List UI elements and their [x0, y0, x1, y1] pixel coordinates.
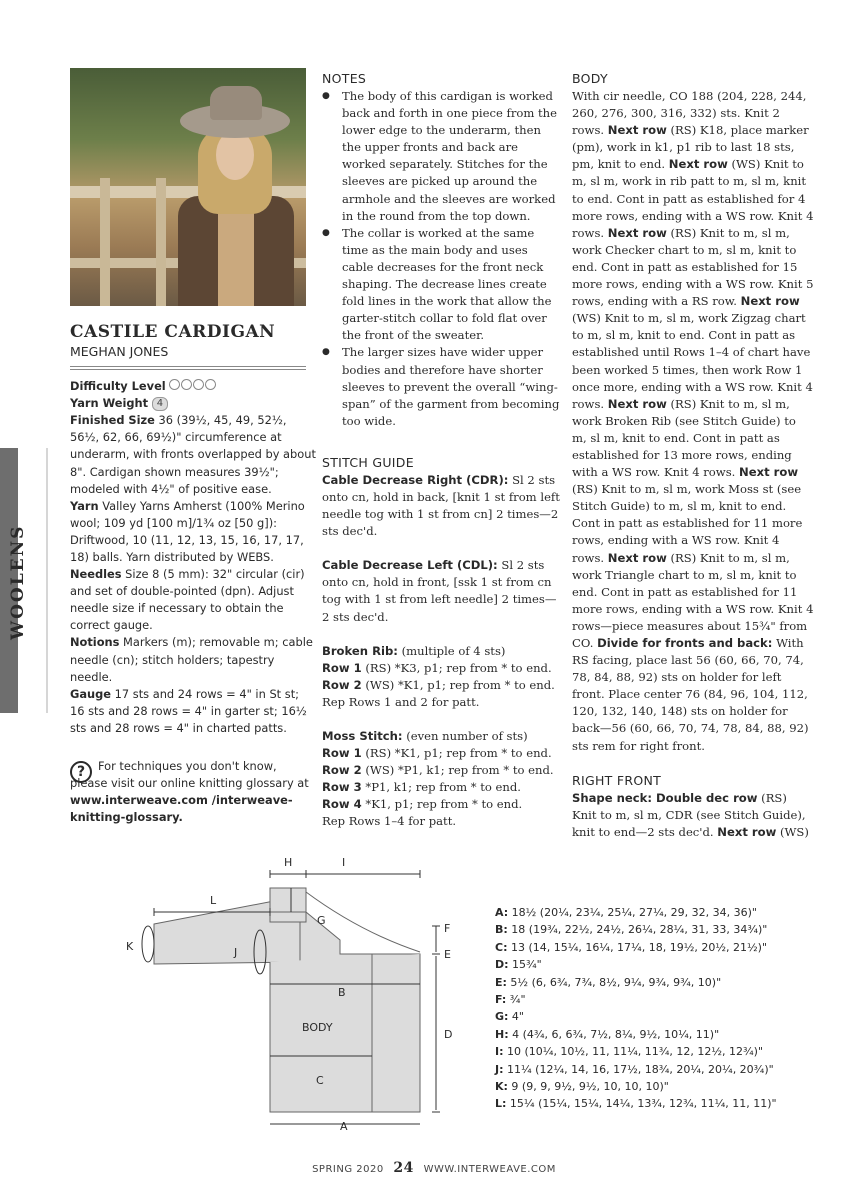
measurement-row: E: 5½ (6, 6¾, 7¾, 8½, 9¼, 9¾, 9¾, 10)": [495, 975, 722, 989]
moss-stitch-row: Row 2 (WS) *P1, k1; rep from * to end.: [322, 763, 554, 778]
right-front-heading: RIGHT FRONT: [572, 772, 662, 788]
cdr-definition: Cable Decrease Right (CDR): Sl 2 sts onto cn, hold in back, [knit 1 st from left needle tog with 1 st from cn] 2 times—2 sts dec'd.: [322, 472, 560, 539]
schematic-letter: A: [340, 1120, 348, 1133]
schematic-letter: L: [210, 894, 217, 907]
designer-name: MEGHAN JONES: [70, 344, 169, 359]
glossary-link[interactable]: www.interweave.com /interweave-knitting-glossary.: [70, 793, 293, 825]
schematic-letter: E: [444, 948, 451, 961]
schematic-letter: G: [317, 914, 326, 927]
body-heading: BODY: [572, 71, 608, 86]
schematic-letter: K: [126, 940, 134, 953]
site-url[interactable]: WWW.INTERWEAVE.COM: [423, 1164, 556, 1175]
broken-rib-row: Row 1 (RS) *K3, p1; rep from * to end.: [322, 660, 552, 675]
page-number: 24: [393, 1160, 414, 1176]
measurement-row: I: 10 (10¼, 10½, 11, 11¼, 11¾, 12, 12½, 12¾)": [495, 1045, 764, 1059]
notes-heading: NOTES: [322, 71, 367, 86]
schematic-letter: I: [342, 856, 346, 869]
measurement-row: D: 15¾": [495, 958, 542, 972]
schematic-measurements: [495, 904, 777, 1113]
question-mark-circle-icon: ?: [70, 761, 92, 783]
yarn-weight-badge: 4: [152, 397, 168, 411]
schematic-letter: H: [284, 856, 293, 869]
right-front-paragraph: Shape neck: Double dec row (RS) Knit to m, sl m, CDR (see Stitch Guide), knit to end—2 sts dec'd. Next row (WS): [572, 790, 809, 839]
measurement-row: F: ¾": [495, 993, 526, 1007]
yarn-weight-row: Yarn Weight 4: [70, 395, 316, 412]
moss-stitch-row: Row 4 *K1, p1; rep from * to end.: [322, 797, 523, 812]
broken-rib-row: Row 2 (WS) *K1, p1; rep from * to end.: [322, 677, 555, 692]
schematic-letter: C: [316, 1074, 324, 1087]
note-item: ● The larger sizes have wider upper bodies and therefore have shorter sleeves to prevent the overall “wing-span” of the garment from becoming too wide.: [322, 344, 562, 429]
model-photo: [70, 68, 306, 306]
moss-stitch-row: Row 3 *P1, k1; rep from * to end.: [322, 780, 521, 795]
yarn-info: Yarn Valley Yarns Amherst (100% Merino wool; 109 yd [100 m]/1¾ oz [50 g]): Driftwood, 10 (11, 12, 13, 15, 16, 17, 17, 18) balls. Yarn distributed by WEBS.: [70, 498, 305, 564]
finished-size: Finished Size 36 (39½, 45, 49, 52½, 56½, 62, 66, 69½)" circumference at underarm, with fronts overlapped by about 8". Cardigan shown measures 39½"; modeled with 4½" of positive ease.: [70, 413, 316, 496]
notions-info: Notions Markers (m); removable m; cable needle (cn); stitch holders; tapestry needle.: [70, 635, 313, 684]
moss-stitch-repeat: Rep Rows 1–4 for patt.: [322, 814, 457, 829]
measurement-row: G: 4": [495, 1010, 524, 1024]
measurement-row: K: 9 (9, 9, 9½, 9½, 10, 10, 10)": [495, 1080, 669, 1094]
schematic-body-label: BODY: [302, 1021, 333, 1034]
page-footer: [0, 1160, 868, 1176]
broken-rib-repeat: Rep Rows 1 and 2 for patt.: [322, 694, 480, 709]
measurement-row: H: 4 (4¾, 6, 6¾, 7½, 8¼, 9½, 10¼, 11)": [495, 1027, 720, 1041]
moss-stitch-heading: Moss Stitch: (even number of sts): [322, 729, 528, 743]
title-rule: [70, 366, 306, 370]
note-item: ● The collar is worked at the same time as the main body and uses cable decreases for the front neck shaping. The decrease lines create fold lines in the work that allow the garter-stitch collar to fold flat over the front of the sweater.: [322, 225, 562, 345]
difficulty-circles-icon: [169, 378, 217, 395]
measurement-row: J: 11¼ (12¼, 14, 16, 17½, 18¾, 20¼, 20¼, 20¾)": [495, 1062, 774, 1076]
note-item: ● The body of this cardigan is worked back and forth in one piece from the lower edge to the underarm, then the upper fronts and back are worked separately. Stitches for the sleeves are picked up around the armhole and the sleeves are worked in the round from the top down.: [322, 88, 562, 225]
difficulty-row: Difficulty Level: [70, 378, 316, 395]
schematic-letter: F: [444, 922, 451, 935]
measurement-row: A: 18½ (20¼, 23¼, 25¼, 27¼, 29, 32, 34, 36)": [495, 906, 757, 919]
measurement-row: L: 15¼ (15¼, 15¼, 14¼, 13¾, 12¾, 11¼, 11, 11)": [495, 1097, 777, 1111]
broken-rib-heading: Broken Rib: (multiple of 4 sts): [322, 643, 506, 658]
stitch-guide-heading: STITCH GUIDE: [322, 454, 414, 470]
gauge-info: Gauge 17 sts and 24 rows = 4" in St st; 16 sts and 28 rows = 4" in garter st; 16½ sts and 28 rows = 4" in charted patts.: [70, 686, 307, 735]
measurement-row: B: 18 (19¾, 22½, 24½, 26¼, 28¼, 31, 33, 34¾)": [495, 923, 768, 937]
garment-schematic: [110, 852, 490, 1136]
schematic-letter: J: [234, 946, 238, 959]
notes-and-stitch-guide: [322, 70, 562, 831]
needles-info: Needles Size 8 (5 mm): 32" circular (cir) and set of double-pointed (dpn). Adjust needle size if necessary to obtain the correct gauge.: [70, 567, 305, 633]
issue-label: SPRING 2020: [312, 1164, 384, 1175]
pattern-specs: [70, 378, 316, 737]
measurement-row: C: 13 (14, 15¼, 16¼, 17¼, 18, 19½, 20½, 21½)": [495, 940, 768, 954]
moss-stitch-row: Row 1 (RS) *K1, p1; rep from * to end.: [322, 746, 552, 761]
cdl-definition: Cable Decrease Left (CDL): Sl 2 sts onto cn, hold in front, [ssk 1 st from cn tog with 1 st from left needle] 2 times—2 sts dec'd.: [322, 558, 557, 624]
pattern-title: CASTILE CARDIGAN: [70, 322, 276, 342]
glossary-tip-text: For techniques you don't know, please visit our online knitting glossary at: [70, 759, 309, 791]
schematic-letter: D: [444, 1028, 453, 1041]
body-instructions: [572, 70, 814, 841]
section-tab-label: WOOLENS: [8, 524, 28, 640]
schematic-letter: B: [338, 986, 346, 999]
glossary-tip: [70, 758, 310, 826]
body-paragraph: With cir needle, CO 188 (204, 228, 244, 260, 276, 300, 316, 332) sts. Knit 2 rows. Next row (RS) K18, place marker (pm), work in k1, p1 rib to last 18 sts, pm, knit to end. Next row (WS) Knit to m, sl m, work in rib patt to m, sl m, knit to end. Cont in patt as established for 4 more rows, ending with a WS row. Knit 4 rows. Next row (RS) Knit to m, sl m, work Checker chart to m, sl m, knit to end. Cont in patt as established for 15 more rows, ending with a WS row. Knit 5 rows, ending with a RS row. Next row (WS) Knit to m, sl m, work Zigzag chart to m, sl m, knit to end. Cont in patt as established until Rows 1–4 of chart have been worked 5 times, then work Row 1 once more, ending with a WS row. Knit 4 rows. Next row (RS) Knit to m, sl m, work Broken Rib (see Stitch Guide) to m, sl m, knit to end. Cont in patt as established for 13 more rows, ending with a WS row. Knit 4 rows. Next row (RS) Knit to m, sl m, work Moss st (see Stitch Guide) to m, sl m, knit to end. Cont in patt as established for 11 more rows, ending with a WS row. Knit 4 rows. Next row (RS) Knit to m, sl m, work Triangle chart to m, sl m, knit to end. Cont in patt as established for 11 more rows, ending with a WS row. Knit 4 rows—piece measures about 15¾" from CO. Divide for fronts and back: With RS facing, place last 56 (60, 66, 70, 74, 78, 84, 88, 92) sts on holder for left front. Place center 76 (84, 96, 104, 112, 120, 132, 140, 148) sts on holder for back—56 (60, 66, 70, 74, 78, 84, 88, 92) sts rem for right front.: [572, 89, 814, 753]
